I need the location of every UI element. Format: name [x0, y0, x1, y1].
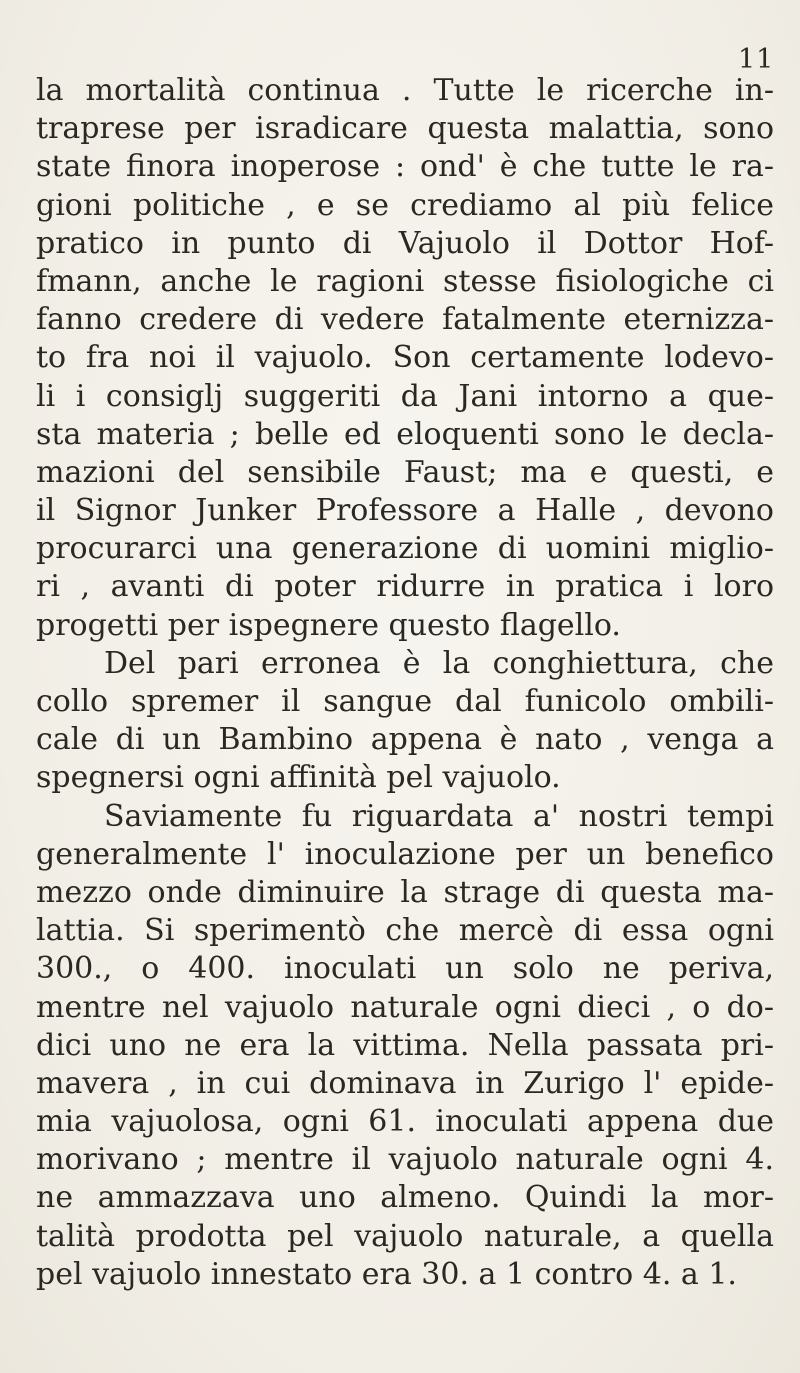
text-line: progetti per ispegnere questo flagello. — [36, 607, 621, 643]
text-line: state finora inoperose : ond' è che tutte le ra- — [36, 149, 774, 185]
text-line: Del pari erronea è la conghiettura, che — [104, 645, 774, 681]
body-text — [36, 72, 774, 1294]
text-line: gioni politiche , e se crediamo al più felice — [36, 187, 774, 223]
text-line: to fra noi il vajuolo. Son certamente lodevo- — [36, 340, 774, 376]
text-line: ri , avanti di poter ridurre in pratica i loro — [36, 569, 774, 605]
text-line: talità prodotta pel vajuolo naturale, a quella — [36, 1218, 774, 1254]
text-line: mentre nel vajuolo naturale ogni dieci , o do- — [36, 989, 774, 1025]
text-line: spegnersi ogni affinità pel vajuolo. — [36, 760, 561, 796]
text-line: pel vajuolo innestato era 30. a 1 contro 4. a 1. — [36, 1256, 737, 1292]
text-line: pratico in punto di Vajuolo il Dottor Hof- — [36, 225, 774, 261]
text-line: mazioni del sensibile Faust; ma e questi, e — [36, 454, 774, 490]
text-line: cale di un Bambino appena è nato , venga a — [36, 722, 774, 758]
text-line: sta materia ; belle ed eloquenti sono le decla- — [36, 416, 774, 452]
text-line: mia vajuolosa, ogni 61. inoculati appena due — [36, 1104, 774, 1140]
text-line: generalmente l' inoculazione per un benefico — [36, 836, 774, 872]
text-line: traprese per isradicare questa malattia, sono — [36, 111, 774, 147]
text-line: procurarci una generazione di uomini miglio- — [36, 531, 774, 567]
text-line: fmann, anche le ragioni stesse fisiologiche ci — [36, 263, 774, 299]
text-line: il Signor Junker Professore a Halle , devono — [36, 493, 774, 529]
text-line: 300., o 400. inoculati un solo ne periva, — [36, 951, 774, 987]
text-line: fanno credere di vedere fatalmente eternizza- — [36, 302, 774, 338]
text-line: dici uno ne era la vittima. Nella passata pri- — [36, 1027, 774, 1063]
page-number: 11 — [738, 44, 775, 75]
text-line: mavera , in cui dominava in Zurigo l' epide- — [36, 1065, 774, 1101]
text-line: mezzo onde diminuire la strage di questa ma- — [36, 874, 774, 910]
text-line: ne ammazzava uno almeno. Quindi la mor- — [36, 1180, 774, 1216]
text-line: lattia. Si sperimentò che mercè di essa ogni — [36, 913, 774, 949]
text-line: la mortalità continua . Tutte le ricerche in- — [36, 73, 774, 108]
text-line: li i consiglj suggeriti da Jani intorno a que- — [36, 378, 774, 414]
text-line: morivano ; mentre il vajuolo naturale ogni 4. — [36, 1142, 774, 1178]
text-line: Saviamente fu riguardata a' nostri tempi — [104, 798, 774, 834]
text-line: collo spremer il sangue dal funicolo ombili- — [36, 684, 774, 719]
